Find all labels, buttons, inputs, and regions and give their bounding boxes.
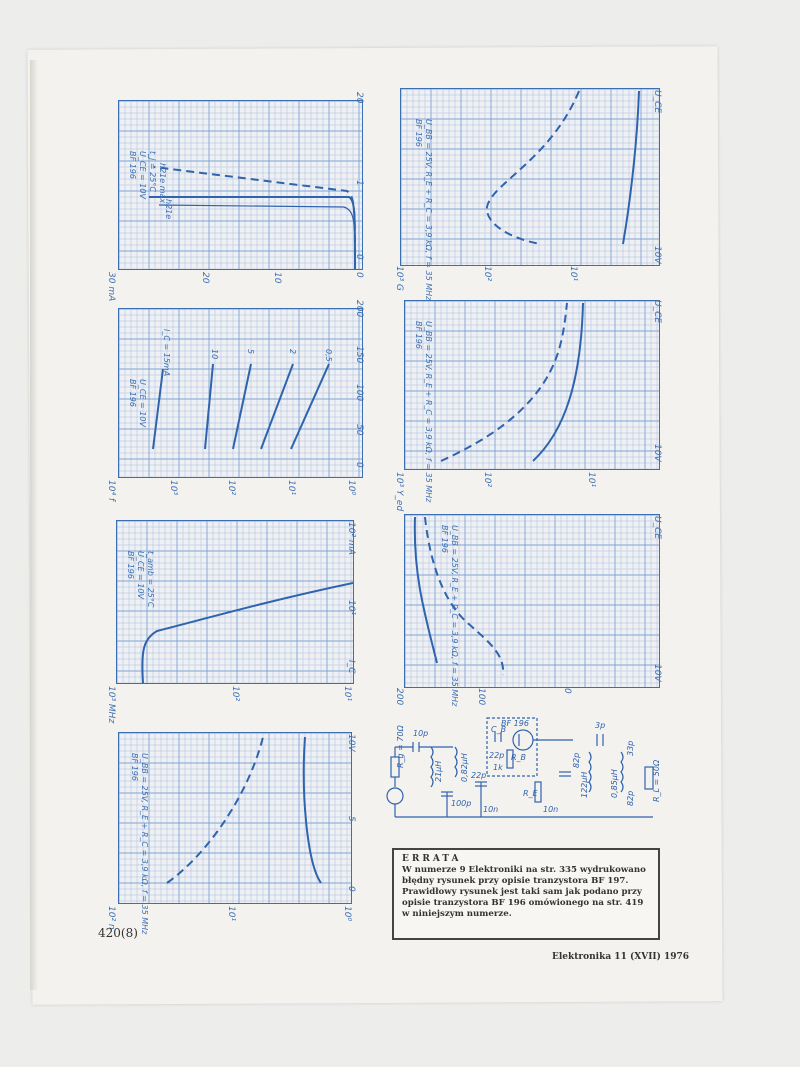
curve-ic-05 [291, 364, 329, 449]
tick-l1-b2: 10 [272, 272, 282, 284]
tick-l2-t4: 0 [354, 462, 364, 468]
circuit-label-17: 3p [595, 721, 606, 730]
chart-l3-title: BF 196 [126, 551, 135, 579]
chart-l2-grid [119, 309, 362, 477]
tick-l2-b0: 10⁴ f [106, 480, 116, 502]
circuit-label-10: 100p [451, 799, 472, 808]
chart-l2-curve-label-3: 2 [288, 349, 297, 355]
circuit-label-12: R_E [523, 789, 538, 798]
circuit-label-18: 33p [626, 740, 635, 756]
tick-l2-b2: 10² [226, 480, 236, 496]
chart-r1-svg [401, 89, 659, 265]
tick-r3-t1: 10V [652, 664, 662, 682]
chart-l2-title: BF 196 [128, 379, 137, 407]
chart-r1-grid [401, 89, 659, 265]
tick-l3-b2: 10¹ [342, 686, 352, 702]
tick-r1-t1: 10V [652, 246, 662, 264]
chart-l2-svg [119, 309, 362, 477]
circuit-diagram [383, 712, 663, 837]
curve-h21e-max [154, 167, 355, 269]
tick-l4-b0: 10² n [106, 906, 116, 930]
chart-r2-title: BF 196 [414, 321, 423, 349]
tick-l4-b2: 10⁰ [342, 906, 352, 922]
circuit-label-4: C_B [491, 725, 507, 734]
curve-ft [142, 583, 353, 683]
tick-r2-b2: 10¹ [586, 472, 596, 488]
tick-l1-b1: 20 [200, 272, 210, 284]
tick-l2-b3: 10¹ [286, 480, 296, 496]
chart-l2-curve-label-4: 0,5 [324, 349, 333, 362]
chart-r2-param-0: U_BB = 25V, R_E + R_C = 3,9 kΩ, f = 35 MHz [424, 321, 433, 503]
tick-l1-b3: 0 [354, 272, 364, 278]
circuit-label-16: 0,85μH [610, 769, 619, 798]
page-number: 420(8) [98, 926, 138, 940]
circuit-label-7: 1k [493, 763, 503, 772]
chart-l3 [116, 520, 354, 684]
chart-l1-param-1: t_j = 25°C [148, 151, 157, 192]
tick-l3-b0: 10³ MHz [106, 686, 116, 724]
curve-r2-solid [533, 303, 583, 461]
circuit-label-19: 82p [626, 790, 635, 806]
chart-l2-curve-label-1: 10 [210, 349, 219, 360]
tick-r1-b2: 10¹ [568, 266, 578, 282]
chart-r2-svg [405, 301, 659, 469]
circuit-label-9: 22p [471, 771, 487, 780]
chart-l4-svg [119, 733, 351, 903]
chart-l4-param-0: U_BB = 25V, R_E + R_C = 3,9 kΩ, f = 35 MHz [140, 753, 149, 935]
tick-r2-b1: 10² [482, 472, 492, 488]
tick-l3-t1: 10¹ [346, 600, 356, 616]
tick-r2-t1: 10V [652, 444, 662, 462]
tick-r1-b1: 10² [482, 266, 492, 282]
chart-l1-title: BF 196 [128, 151, 137, 179]
tick-l1-b0: 30 mA [106, 272, 116, 302]
circuit-label-14: 82p [572, 752, 581, 768]
chart-l1-curve-label-0: h21e max [158, 163, 167, 204]
curve-r2-dashed [441, 303, 567, 461]
tick-r2-b0: 10³ Y_ed [394, 472, 404, 512]
tick-l2-t1: 150 [354, 346, 364, 364]
circuit-label-6: R_B [511, 753, 527, 762]
circuit-label-0: 10p [413, 729, 429, 738]
chart-r1-param-0: U_BB = 25V, R_E + R_C = 3,9 kΩ, f = 35 MHz [424, 119, 433, 301]
circuit-label-3: 0,82μH [460, 753, 469, 782]
tick-l3-t0: 10² mA [346, 522, 356, 555]
chart-l3-param-1: t_amb = 25°C [146, 551, 155, 608]
tick-l3-b1: 10² [230, 686, 240, 702]
footer-journal: Elektronika 11 (XVII) 1976 [552, 952, 690, 962]
chart-l3-param-0: U_CE = 10V [136, 551, 145, 599]
chart-l4-grid [119, 733, 351, 903]
tick-r1-b0: 10³ G [394, 266, 404, 291]
tick-r3-t0: U_CE [652, 516, 662, 540]
chart-l2-param-0: U_CE = 10V [138, 379, 147, 427]
tick-l4-t0: 10V [346, 734, 356, 752]
errata-title: ERRATA [402, 854, 462, 864]
tick-r1-t0: U_CE [652, 90, 662, 114]
tick-l2-t2: 100 [354, 384, 364, 402]
tick-r2-t0: U_CE [652, 300, 662, 324]
tick-l3-t2: I_C [346, 660, 356, 674]
circuit-label-20: R_L = 50Ω [652, 759, 661, 802]
circuit-label-2: 21μH [434, 760, 443, 782]
chart-l4-title: BF 196 [130, 753, 139, 781]
page-edge [30, 60, 38, 990]
tick-r3-b0: 200 [394, 688, 404, 706]
tick-l4-t2: 0 [346, 886, 356, 892]
tick-l2-t0: 200 [354, 300, 364, 318]
chart-r3-title: BF 196 [440, 525, 449, 553]
curve-ic-5 [233, 364, 251, 449]
chart-l2-curve-label-2: 5 [246, 349, 255, 355]
chart-l1 [118, 100, 363, 270]
tick-l2-b1: 10³ [168, 480, 178, 496]
chart-r1-title: BF 196 [414, 119, 423, 147]
tick-l4-t1: 5 [346, 816, 356, 822]
tick-l1-t0: 20 [354, 92, 364, 104]
curve-r3-dashed [425, 517, 503, 675]
chart-l2 [118, 308, 363, 478]
chart-l2-curve-label-0: I_C = 15mA [162, 329, 171, 377]
errata-body: W numerze 9 Elektroniki na str. 335 wydrukowano błędny rysunek przy opisie tranzystora BF 197. Prawidłowy rysunek jest taki sam jak podano przy opisie tranzystora BF 196 omówionego na str. 419 w niniejszym numerze. [402, 865, 646, 919]
curve-ic-2 [261, 364, 293, 449]
tick-r3-b1: 100 [476, 688, 486, 706]
circuit-label-13: 10n [543, 805, 559, 814]
tick-l2-b4: 10⁰ [346, 480, 356, 496]
circuit-label-11: 10n [483, 805, 499, 814]
tick-l1-t1: 1 [354, 180, 364, 186]
chart-l1-curve-label-1: h21e [164, 199, 173, 220]
chart-r3-param-0: U_BB = 25V, R_E + R_C = 3,9 kΩ, f = 35 MHz [450, 525, 459, 707]
errata-box [392, 848, 660, 940]
tick-l2-t3: 50 [354, 424, 364, 436]
tick-l4-b1: 10¹ [226, 906, 236, 922]
chart-l1-param-0: U_CE = 10V [138, 151, 147, 199]
circuit-label-1: R_g = 70Ω [396, 725, 405, 768]
curve-l4-solid [304, 737, 321, 883]
circuit-label-15: 122μH [580, 771, 589, 798]
circuit-label-8: BF 196 [501, 719, 529, 728]
chart-r2-grid [405, 301, 659, 469]
tick-l1-t2: 0 [354, 254, 364, 260]
tick-r3-b2: 0 [562, 688, 572, 694]
circuit-label-5: 22p [489, 751, 505, 760]
